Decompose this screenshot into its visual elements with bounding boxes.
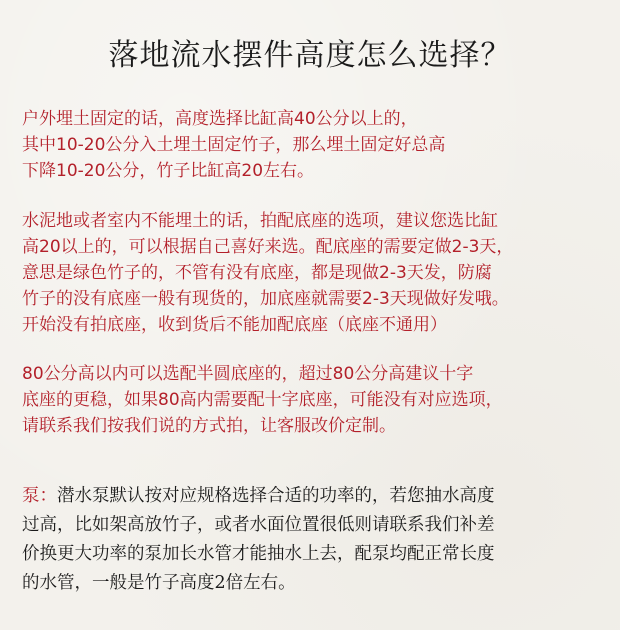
paragraph-line: 下降10-20公分，竹子比缸高20左右。: [22, 161, 315, 181]
paragraph-outdoor-soil: [22, 106, 612, 184]
paragraph-line: 底座的更稳，如果80高内需要配十字底座，可能没有对应选项，: [22, 390, 503, 410]
paragraph-line: 水泥地或者室内不能埋土的话，拍配底座的选项，建议您选比缸: [22, 211, 498, 231]
paragraph-line: 请联系我们按我们说的方式拍，让客服改价定制。: [22, 416, 396, 436]
paragraph-line: 80公分高以内可以选配半圆底座的，超过80公分高建议十字: [22, 364, 474, 384]
paragraph-line: 户外埋土固定的话，高度选择比缸高40公分以上的，: [22, 109, 418, 129]
pump-line-1: [22, 482, 612, 511]
paragraph-pump: [22, 482, 612, 598]
paragraph-line: 意思是绿色竹子的，不管有没有底座，都是现做2-3天发，防腐: [22, 263, 492, 283]
paragraph-line: 竹子的没有底座一般有现货的，加底座就需要2-3天现做好发哦。: [22, 289, 509, 309]
paragraph-line: 价换更大功率的泵加长水管才能抽水上去，配泵均配正常长度: [22, 544, 495, 564]
paragraph-line: 高20以上的，可以根据自己喜好来选。配底座的需要定做2-3天，: [22, 237, 514, 257]
paragraph-base-options: [22, 361, 612, 439]
pump-text: 潜水泵默认按对应规格选择合适的功率的，若您抽水高度: [57, 486, 495, 506]
page-title: 落地流水摆件高度怎么选择？: [108, 38, 512, 73]
paragraph-line: 开始没有拍底座，收到货后不能加配底座（底座不通用）: [22, 315, 447, 335]
paragraph-cement-indoor: [22, 208, 612, 338]
paragraph-line: 的水管，一般是竹子高度2倍左右。: [22, 573, 296, 593]
paragraph-line: 过高，比如架高放竹子，或者水面位置很低则请联系我们补差: [22, 515, 495, 535]
pump-label: 泵：: [22, 486, 57, 506]
paragraph-line: 其中10-20公分入土埋土固定竹子，那么埋土固定好总高: [22, 135, 446, 155]
